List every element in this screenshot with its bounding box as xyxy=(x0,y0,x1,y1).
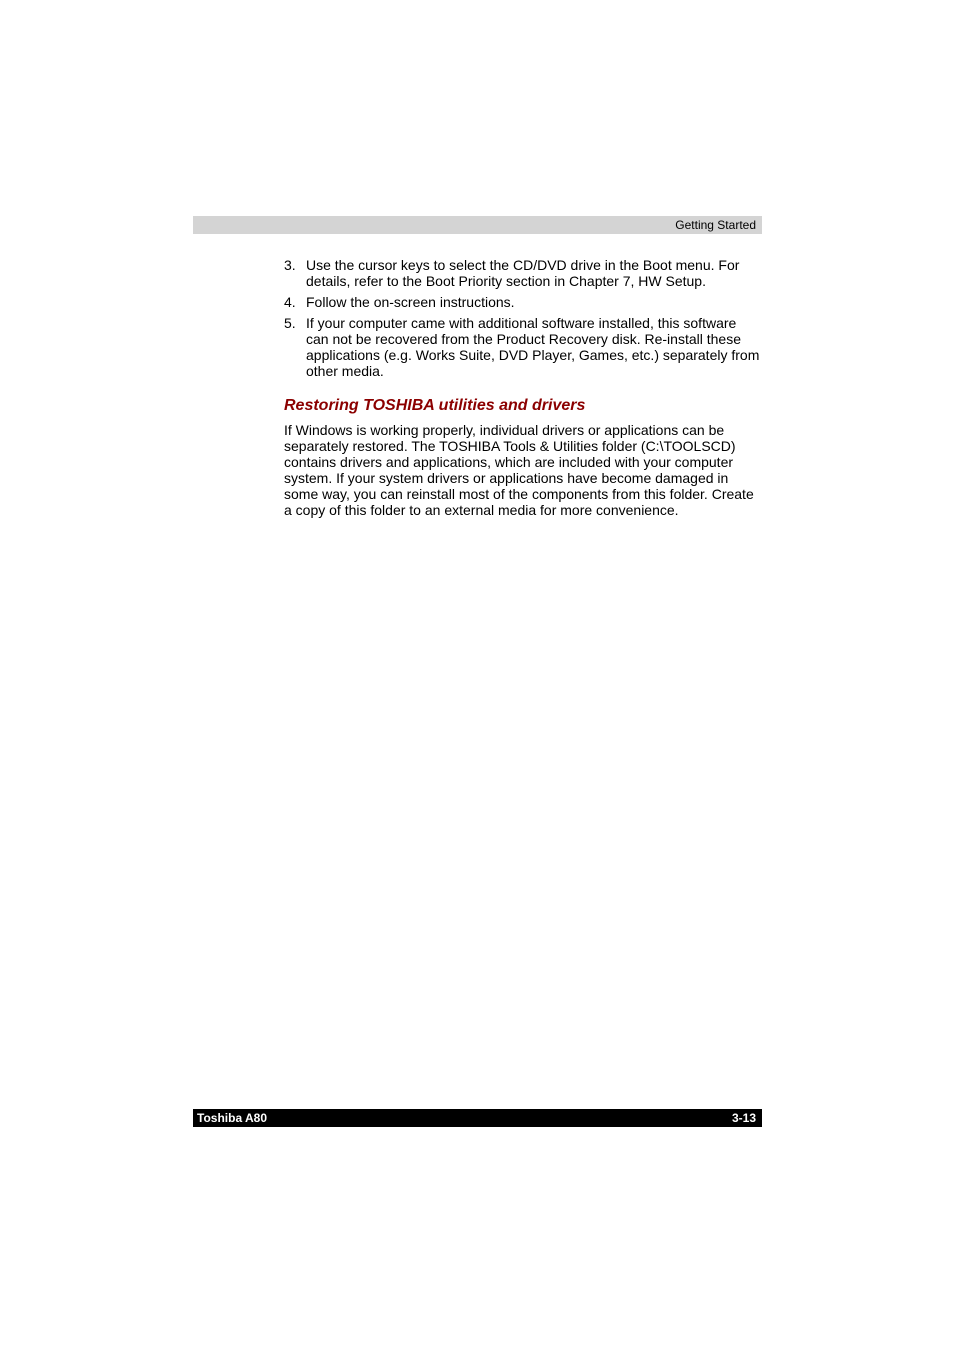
step-text: If your computer came with additional software installed, this software can not be recovered from the Product Recovery disk. Re-install these applications (e.g. Works Suite, DVD Player, Games, etc.) separately from other media. xyxy=(306,315,760,379)
page-number: 3-13 xyxy=(731,1111,756,1125)
step-text: Use the cursor keys to select the CD/DVD drive in the Boot menu. For details, refer to the Boot Priority section in Chapter 7, HW Setup. xyxy=(306,257,740,289)
page-header-bar xyxy=(193,216,762,234)
list-item xyxy=(284,294,762,310)
page-content xyxy=(284,257,762,518)
section-heading: Restoring TOSHIBA utilities and drivers xyxy=(284,397,586,414)
page-footer-bar xyxy=(193,1109,762,1127)
list-item xyxy=(284,257,762,289)
section-paragraph: If Windows is working properly, individual drivers or applications can be separately restored. The TOSHIBA Tools & Utilities folder (C:\TOOLSCD) contains drivers and applications, which are included with your computer system. If your system drivers or applications have become damaged in some way, you can reinstall most of the components from this folder. Create a copy of this folder to an external media for more convenience. xyxy=(284,422,754,518)
chapter-title: Getting Started xyxy=(675,218,756,232)
step-text: Follow the on-screen instructions. xyxy=(306,294,515,310)
product-name: Toshiba A80 xyxy=(197,1111,268,1125)
step-list xyxy=(284,257,762,379)
step-number: 5. xyxy=(284,315,296,331)
step-number: 4. xyxy=(284,294,296,310)
step-number: 3. xyxy=(284,257,296,273)
list-item xyxy=(284,315,762,379)
